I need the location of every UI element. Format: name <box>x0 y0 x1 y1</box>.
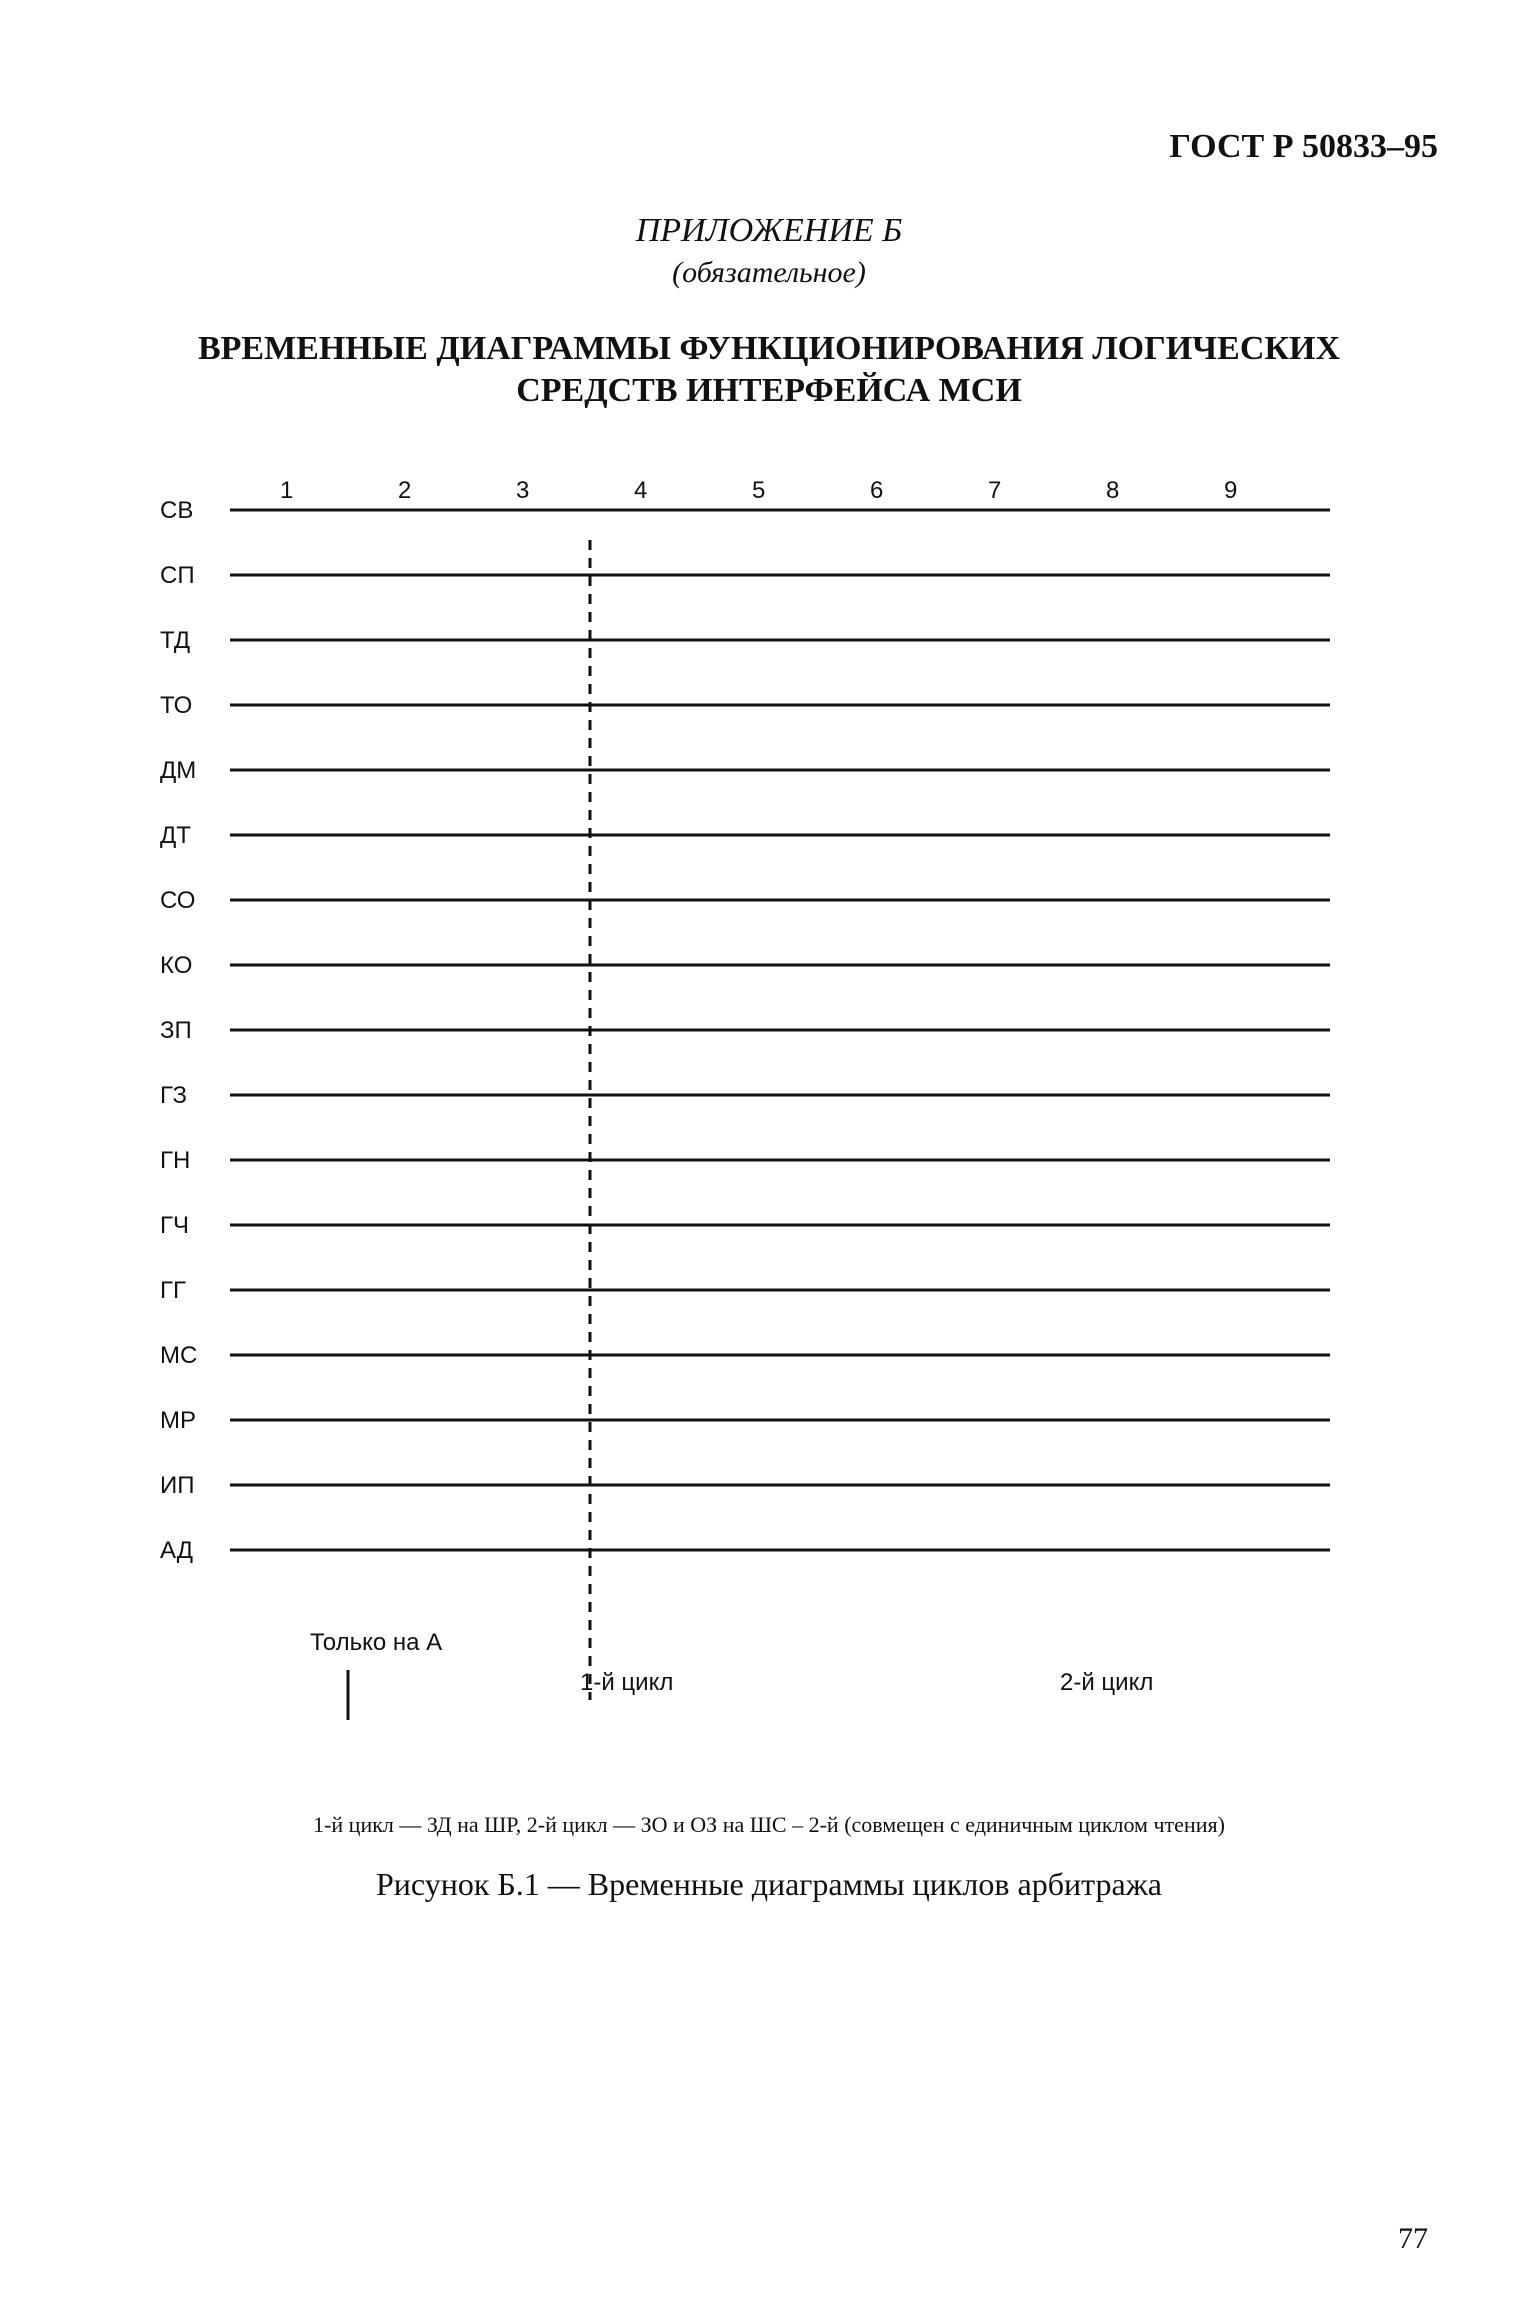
standard-number: ГОСТ Р 50833–95 <box>1169 128 1438 165</box>
cycle-2-label: 2-й цикл <box>1060 1669 1154 1696</box>
signal-label-ДТ: ДТ <box>160 822 191 849</box>
signal-label-ТД: ТД <box>160 627 191 654</box>
step-label-3: 3 <box>516 480 530 504</box>
signal-label-ГЗ: ГЗ <box>160 1082 187 1109</box>
signal-label-АД: АД <box>160 1537 194 1564</box>
signal-label-ТО: ТО <box>160 692 193 719</box>
signal-label-ИП: ИП <box>160 1472 195 1499</box>
figure-note: 1-й цикл — ЗД на ШР, 2-й цикл — ЗО и ОЗ на ШС – 2-й (совмещен с единичным циклом чтения) <box>313 1812 1225 1837</box>
signal-label-ДМ: ДМ <box>160 757 197 784</box>
signal-label-СП: СП <box>160 562 195 589</box>
step-label-4: 4 <box>634 480 648 504</box>
signal-label-СВ: СВ <box>160 497 194 524</box>
appendix-title: ПРИЛОЖЕНИЕ Б <box>635 212 903 249</box>
step-label-5: 5 <box>752 480 766 504</box>
figure-caption: Рисунок Б.1 — Временные диаграммы циклов арбитража <box>375 1866 1162 1902</box>
signal-label-СО: СО <box>160 887 196 914</box>
step-label-6: 6 <box>870 480 884 504</box>
signal-label-ГГ: ГГ <box>160 1277 186 1304</box>
step-label-8: 8 <box>1106 480 1120 504</box>
signal-label-КО: КО <box>160 952 193 979</box>
step-label-9: 9 <box>1224 480 1238 504</box>
step-label-2: 2 <box>398 480 412 504</box>
signal-label-ГН: ГН <box>160 1147 191 1174</box>
signal-label-ЗП: ЗП <box>160 1017 192 1044</box>
step-label-1: 1 <box>280 480 294 504</box>
appendix-note: (обязательное) <box>672 256 866 289</box>
signal-label-МС: МС <box>160 1342 198 1369</box>
section-heading-line-2: СРЕДСТВ ИНТЕРФЕЙСА МСИ <box>516 372 1022 409</box>
cycle-1-label: 1-й цикл <box>580 1669 674 1696</box>
section-heading-line-1: ВРЕМЕННЫЕ ДИАГРАММЫ ФУНКЦИОНИРОВАНИЯ ЛОГИЧЕСКИХ <box>197 330 1341 367</box>
page-number: 77 <box>1398 2222 1428 2255</box>
step-label-7: 7 <box>988 480 1002 504</box>
timing-diagram <box>160 480 1360 1740</box>
only-a-note: Только на А <box>310 1629 443 1656</box>
signal-label-ГЧ: ГЧ <box>160 1212 189 1239</box>
signal-label-МР: МР <box>160 1407 196 1434</box>
